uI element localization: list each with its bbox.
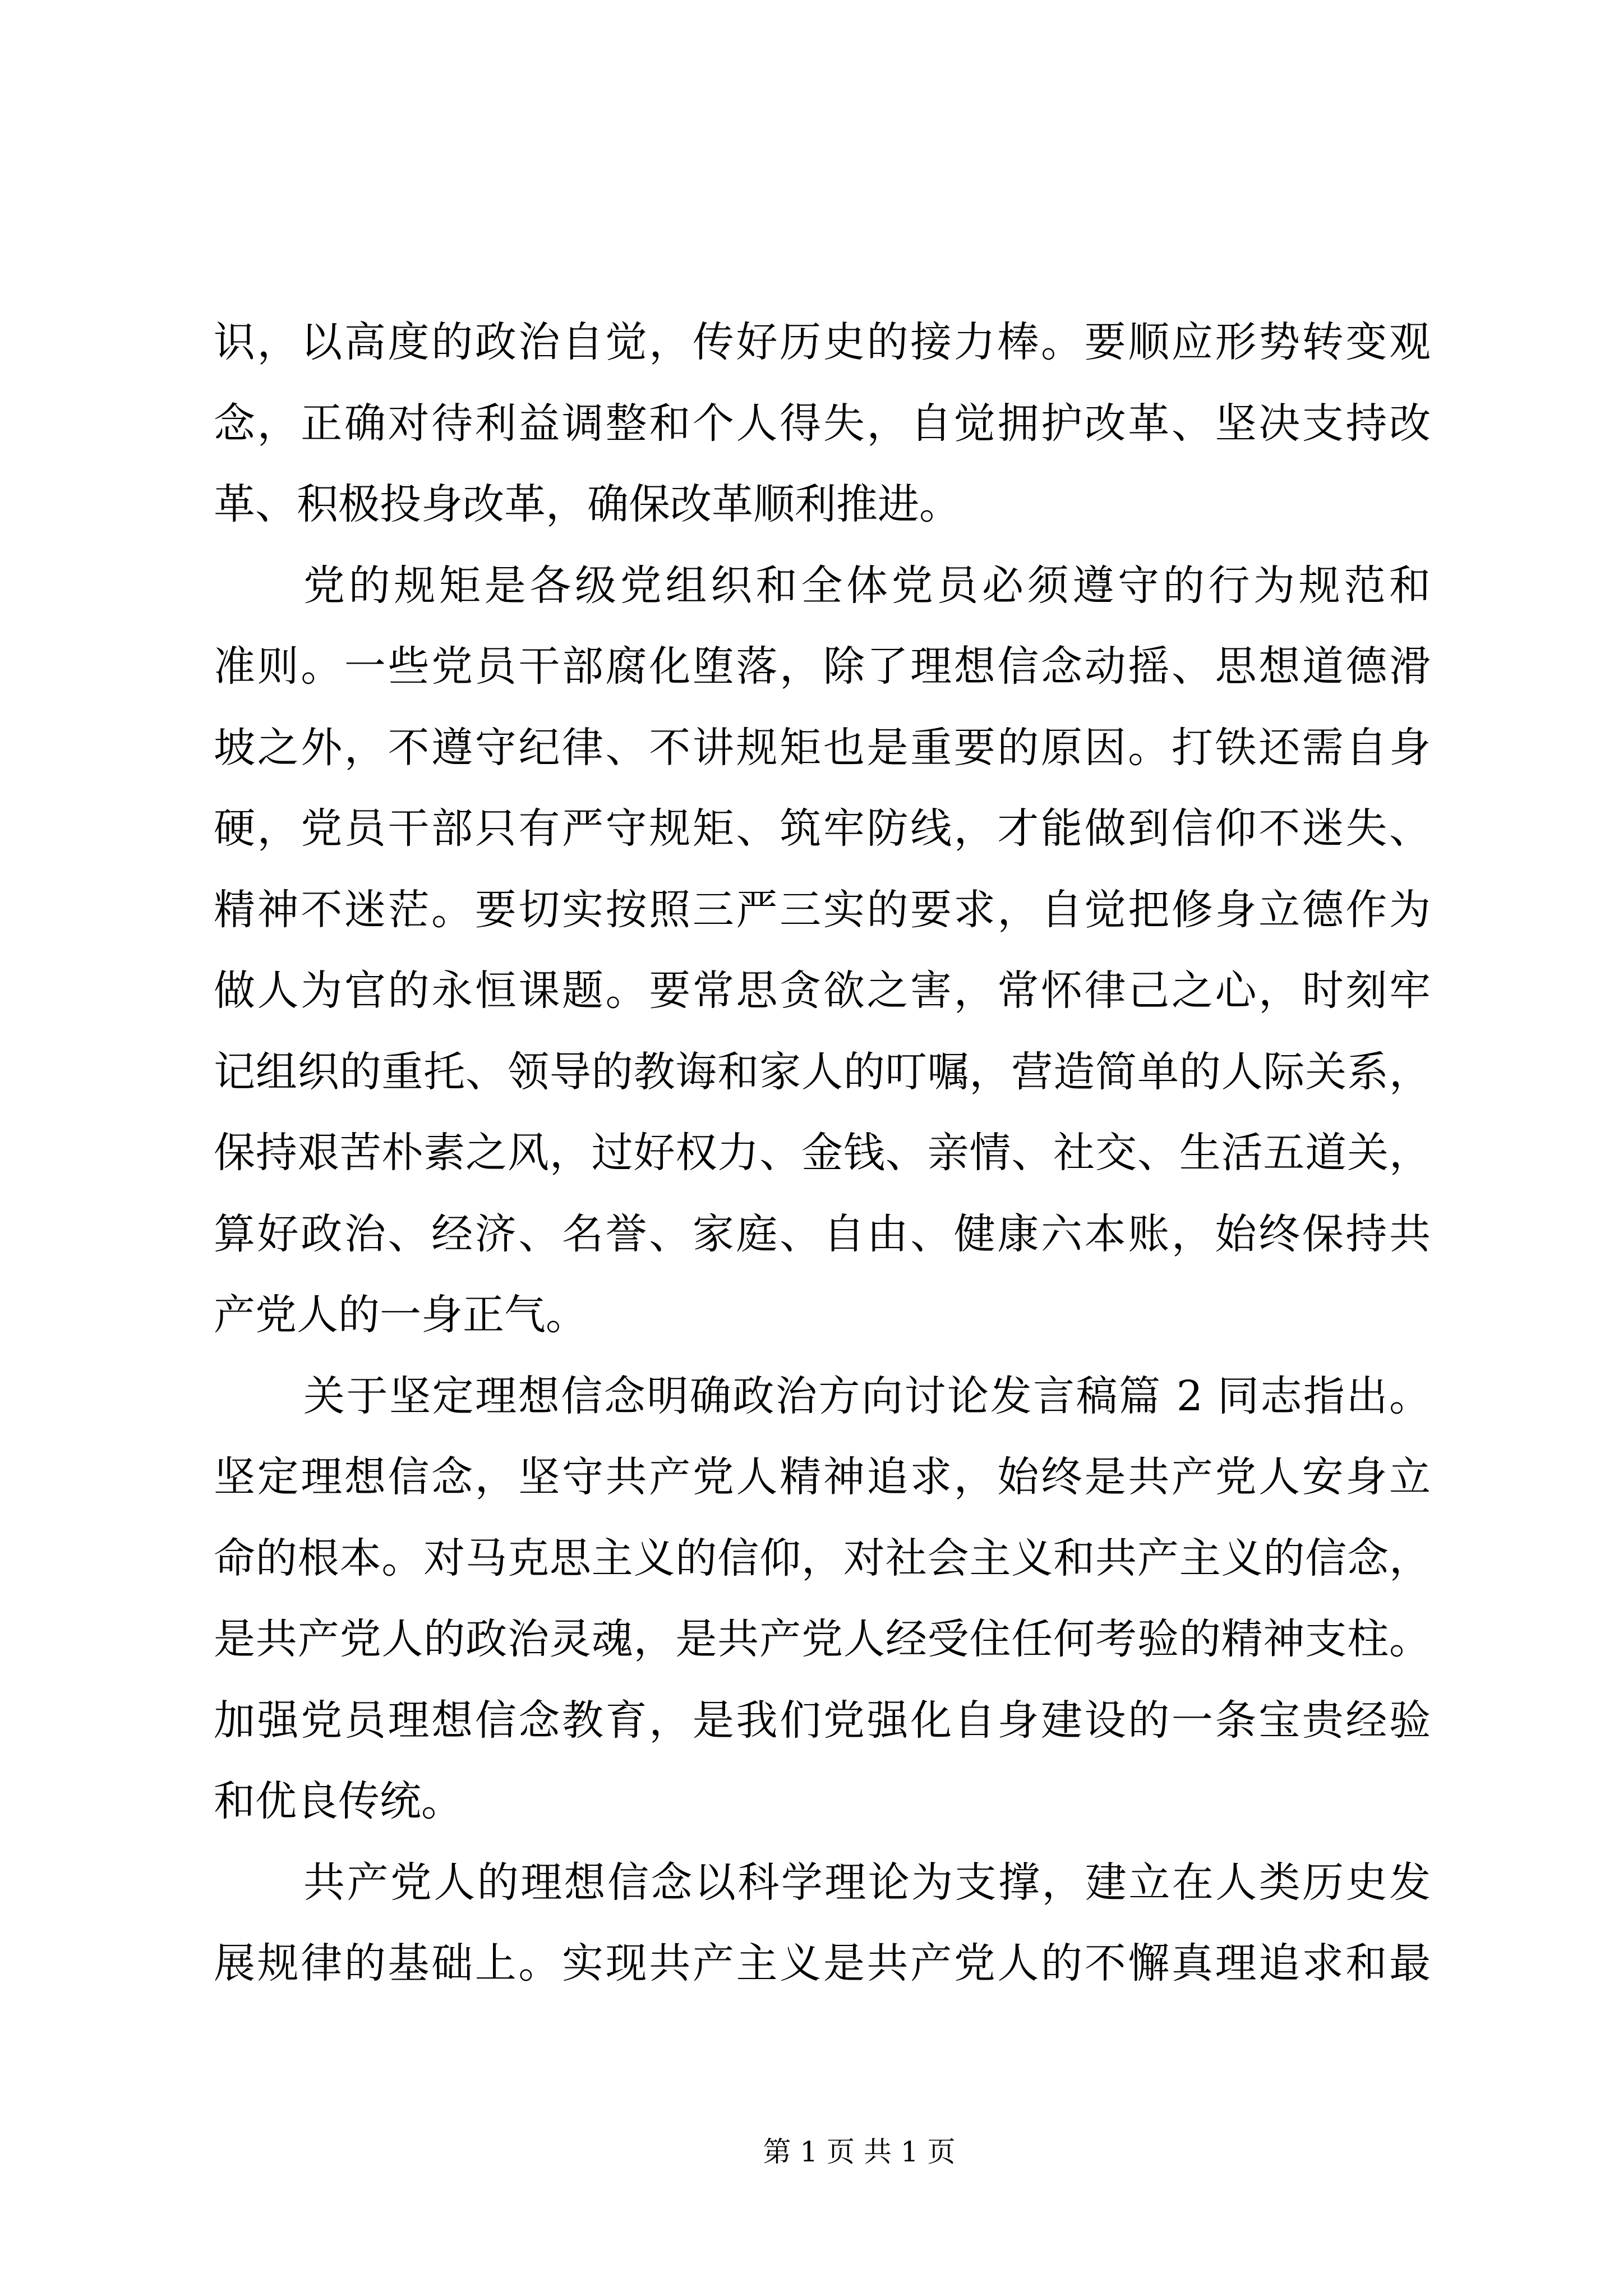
text-line: 共产党人的理想信念以科学理论为支撑，建立在人类历史发 xyxy=(303,1858,1431,1907)
text-line: 识，以高度的政治自觉，传好历史的接力棒。要顺应形势转变观 xyxy=(214,318,1431,366)
text-line: 记组织的重托、领导的教诲和家人的叮嘱，营造简单的人际关系， xyxy=(214,1047,1431,1096)
text-line: 命的根本。对马克思主义的信仰，对社会主义和共产主义的信念， xyxy=(214,1534,1431,1582)
text-line: 党的规矩是各级党组织和全体党员必须遵守的行为规范和 xyxy=(303,561,1431,610)
body-text xyxy=(214,302,1431,2004)
paragraph xyxy=(214,1356,1431,1842)
text-line: 关于坚定理想信念明确政治方向讨论发言稿篇 2 同志指出。 xyxy=(303,1372,1431,1420)
text-line: 坡之外，不遵守纪律、不讲规矩也是重要的原因。打铁还需自身 xyxy=(214,723,1431,772)
text-line: 念，正确对待利益调整和个人得失，自觉拥护改革、坚决支持改 xyxy=(214,399,1431,448)
page-footer: 第 1 页 共 1 页 xyxy=(763,2136,956,2168)
text-line: 是共产党人的政治灵魂，是共产党人经受住任何考验的精神支柱。 xyxy=(214,1615,1431,1663)
text-line: 加强党员理想信念教育，是我们党强化自身建设的一条宝贵经验 xyxy=(214,1696,1431,1745)
paragraph xyxy=(214,545,1431,1356)
text-line: 坚定理想信念，坚守共产党人精神追求，始终是共产党人安身立 xyxy=(214,1453,1431,1501)
text-line: 准则。一些党员干部腐化堕落，除了理想信念动摇、思想道德滑 xyxy=(214,642,1431,691)
text-line: 做人为官的永恒课题。要常思贪欲之害，常怀律己之心，时刻牢 xyxy=(214,967,1431,1015)
text-line: 革、积极投身改革，确保改革顺利推进。 xyxy=(214,480,961,528)
text-line: 精神不迷茫。要切实按照三严三实的要求，自觉把修身立德作为 xyxy=(214,885,1431,934)
text-line: 保持艰苦朴素之风，过好权力、金钱、亲情、社交、生活五道关， xyxy=(214,1129,1431,1177)
text-line: 产党人的一身正气。 xyxy=(214,1291,587,1339)
text-line: 展规律的基础上。实现共产主义是共产党人的不懈真理追求和最 xyxy=(214,1939,1431,1987)
text-line: 硬，党员干部只有严守规矩、筑牢防线，才能做到信仰不迷失、 xyxy=(214,804,1431,853)
text-line: 和优良传统。 xyxy=(214,1777,463,1825)
paragraph xyxy=(214,302,1431,545)
text-line: 算好政治、经济、名誉、家庭、自由、健康六本账，始终保持共 xyxy=(214,1209,1431,1258)
paragraph xyxy=(214,1842,1431,2004)
